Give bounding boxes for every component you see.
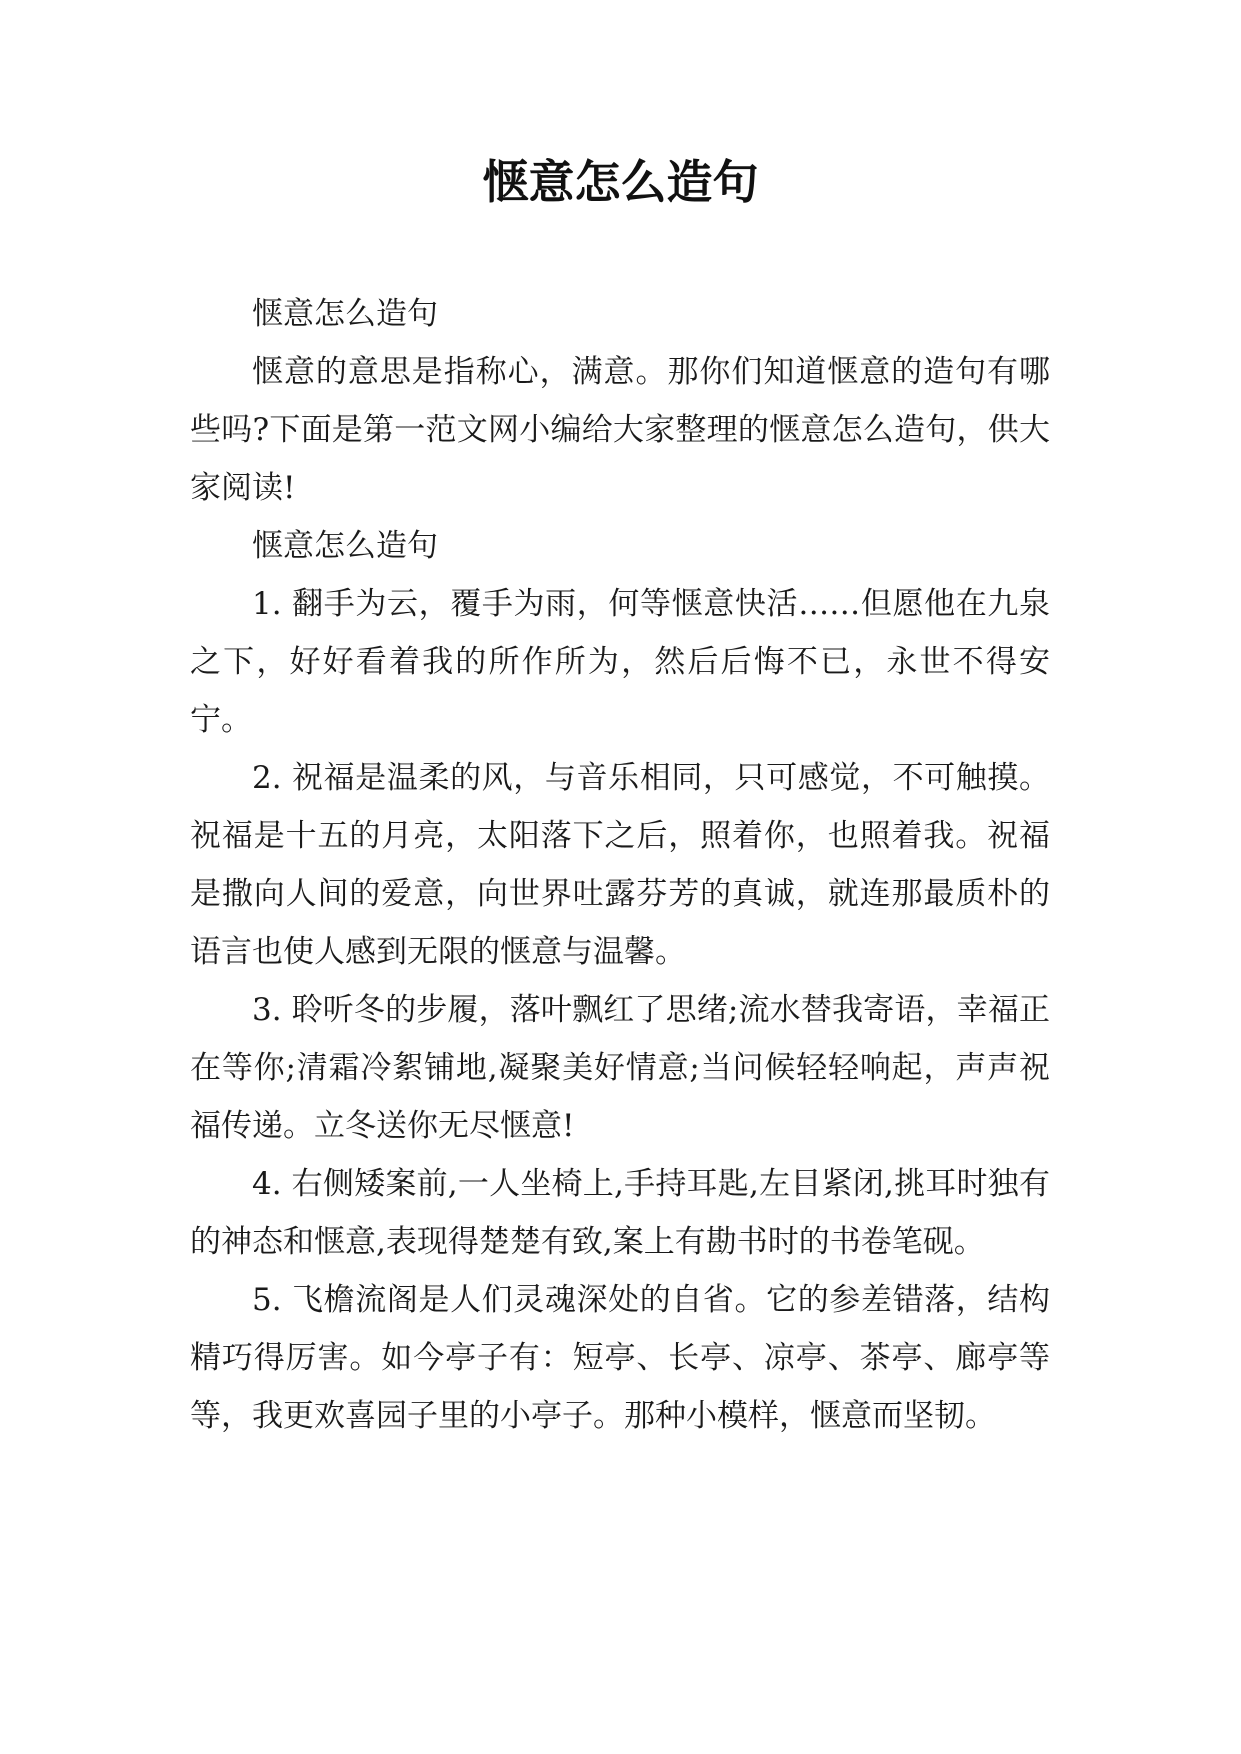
paragraph-intro: 惬意的意思是指称心，满意。那你们知道惬意的造句有哪些吗?下面是第一范文网小编给大家整理的惬意怎么造句，供大家阅读! xyxy=(190,354,1050,506)
paragraph-example-1: 1. 翻手为云，覆手为雨，何等惬意快活……但愿他在九泉之下，好好看着我的所作所为，然后后悔不已，永世不得安宁。 xyxy=(190,586,1050,738)
paragraph-example-5: 5. 飞檐流阁是人们灵魂深处的自省。它的参差错落，结构精巧得厉害。如今亭子有：短亭、长亭、凉亭、茶亭、廊亭等等，我更欢喜园子里的小亭子。那种小模样，惬意而坚韧。 xyxy=(190,1282,1050,1434)
paragraph-example-3: 3. 聆听冬的步履，落叶飘红了思绪;流水替我寄语，幸福正在等你;清霜冷絮铺地,凝聚美好情意;当问候轻轻响起，声声祝福传递。立冬送你无尽惬意! xyxy=(190,992,1050,1144)
document-title: 惬意怎么造句 xyxy=(482,155,759,209)
paragraph-section-heading: 惬意怎么造句 xyxy=(252,528,438,564)
paragraph-subtitle: 惬意怎么造句 xyxy=(252,296,438,332)
paragraph-example-2: 2. 祝福是温柔的风，与音乐相同，只可感觉，不可触摸。祝福是十五的月亮，太阳落下之后，照着你，也照着我。祝福是撒向人间的爱意，向世界吐露芬芳的真诚，就连那最质朴的语言也使人感到无限的惬意与温馨。 xyxy=(190,760,1050,970)
paragraph-example-4: 4. 右侧矮案前,一人坐椅上,手持耳匙,左目紧闭,挑耳时独有的神态和惬意,表现得楚楚有致,案上有勘书时的书卷笔砚。 xyxy=(190,1166,1050,1260)
document-body xyxy=(190,285,1050,1445)
